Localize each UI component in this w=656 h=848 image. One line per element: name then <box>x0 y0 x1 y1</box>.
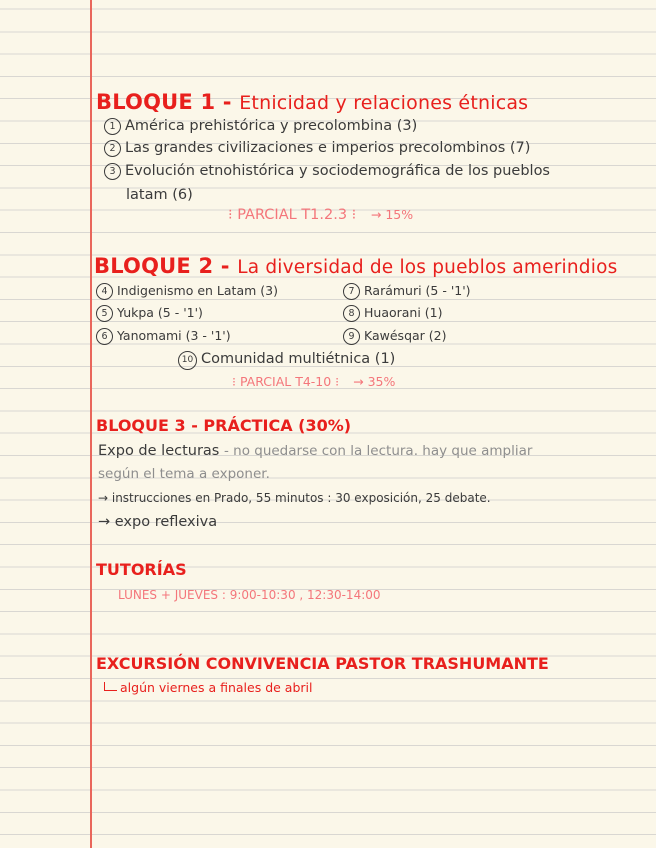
item-text: Las grandes civilizaciones e imperios precolombinos (7) <box>125 140 531 156</box>
item-number: 7 <box>343 283 360 300</box>
list-item <box>104 163 550 180</box>
item-number: 1 <box>104 118 121 135</box>
item-number: 9 <box>343 328 360 345</box>
item-number: 10 <box>178 351 197 370</box>
parcial-1 <box>228 208 413 223</box>
item-text: Yukpa (5 - '1') <box>117 305 203 320</box>
list-item <box>96 305 203 322</box>
notebook-margin-line <box>90 0 92 848</box>
excursion-note: algún viernes a finales de abril <box>120 680 313 695</box>
tutorias-heading: TUTORÍAS <box>96 560 187 579</box>
expo-reflexiva: → expo reflexiva <box>98 514 218 530</box>
item-number: 8 <box>343 305 360 322</box>
item-text: América prehistórica y precolombina (3) <box>125 118 418 134</box>
bloque1-title: Etnicidad y relaciones étnicas <box>239 92 529 114</box>
item-text: Comunidad multiétnica (1) <box>201 351 396 367</box>
list-item <box>343 305 443 322</box>
bloque2-prefix: BLOQUE 2 - <box>94 254 230 278</box>
parcial-percentage: → 15% <box>370 207 414 222</box>
parcial-label: ⁝ PARCIAL T4-10 ⁝ <box>232 374 340 389</box>
list-item <box>343 328 446 345</box>
item-text: Indigenismo en Latam (3) <box>117 283 278 298</box>
bloque3-heading: BLOQUE 3 - PRÁCTICA (30%) <box>96 416 352 435</box>
item-number: 2 <box>104 140 121 157</box>
item-number: 3 <box>104 163 121 180</box>
item-number: 5 <box>96 305 113 322</box>
list-item <box>178 351 395 370</box>
excursion-heading: EXCURSIÓN CONVIVENCIA PASTOR TRASHUMANTE <box>96 654 549 673</box>
list-item <box>96 328 231 345</box>
bloque1-prefix: BLOQUE 1 - <box>96 90 232 114</box>
item-text: Huaorani (1) <box>364 305 443 320</box>
parcial-2 <box>232 376 395 389</box>
item-text: Kawésqar (2) <box>364 328 447 343</box>
hook-arrow-icon <box>104 682 117 691</box>
instructions-line: → instrucciones en Prado, 55 minutos : 30 exposición, 25 debate. <box>98 491 491 505</box>
expo-note: - no quedarse con la lectura. hay que ampliar <box>223 443 533 459</box>
tutorias-schedule: LUNES + JUEVES : 9:00-10:30 , 12:30-14:00 <box>118 588 381 602</box>
expo-note-continued: según el tema a exponer. <box>98 466 270 482</box>
bloque2-heading <box>94 256 617 278</box>
parcial-label: ⁝ PARCIAL T1.2.3 ⁝ <box>228 207 357 223</box>
item-text: Rarámuri (5 - '1') <box>364 283 471 298</box>
list-item <box>96 283 278 300</box>
list-item <box>343 283 471 300</box>
list-item <box>104 140 530 157</box>
bloque1-heading <box>96 92 528 113</box>
list-item <box>104 118 417 135</box>
item-number: 6 <box>96 328 113 345</box>
item-text: Yanomami (3 - '1') <box>117 328 231 343</box>
expo-line <box>98 444 532 459</box>
expo-label: Expo de lecturas <box>98 443 220 459</box>
item-number: 4 <box>96 283 113 300</box>
parcial-percentage: → 35% <box>353 374 396 389</box>
bloque2-title: La diversidad de los pueblos amerindios <box>237 257 618 278</box>
item-text: Evolución etnohistórica y sociodemográfica de los pueblos <box>125 163 550 179</box>
item-text-continued: latam (6) <box>126 187 193 203</box>
